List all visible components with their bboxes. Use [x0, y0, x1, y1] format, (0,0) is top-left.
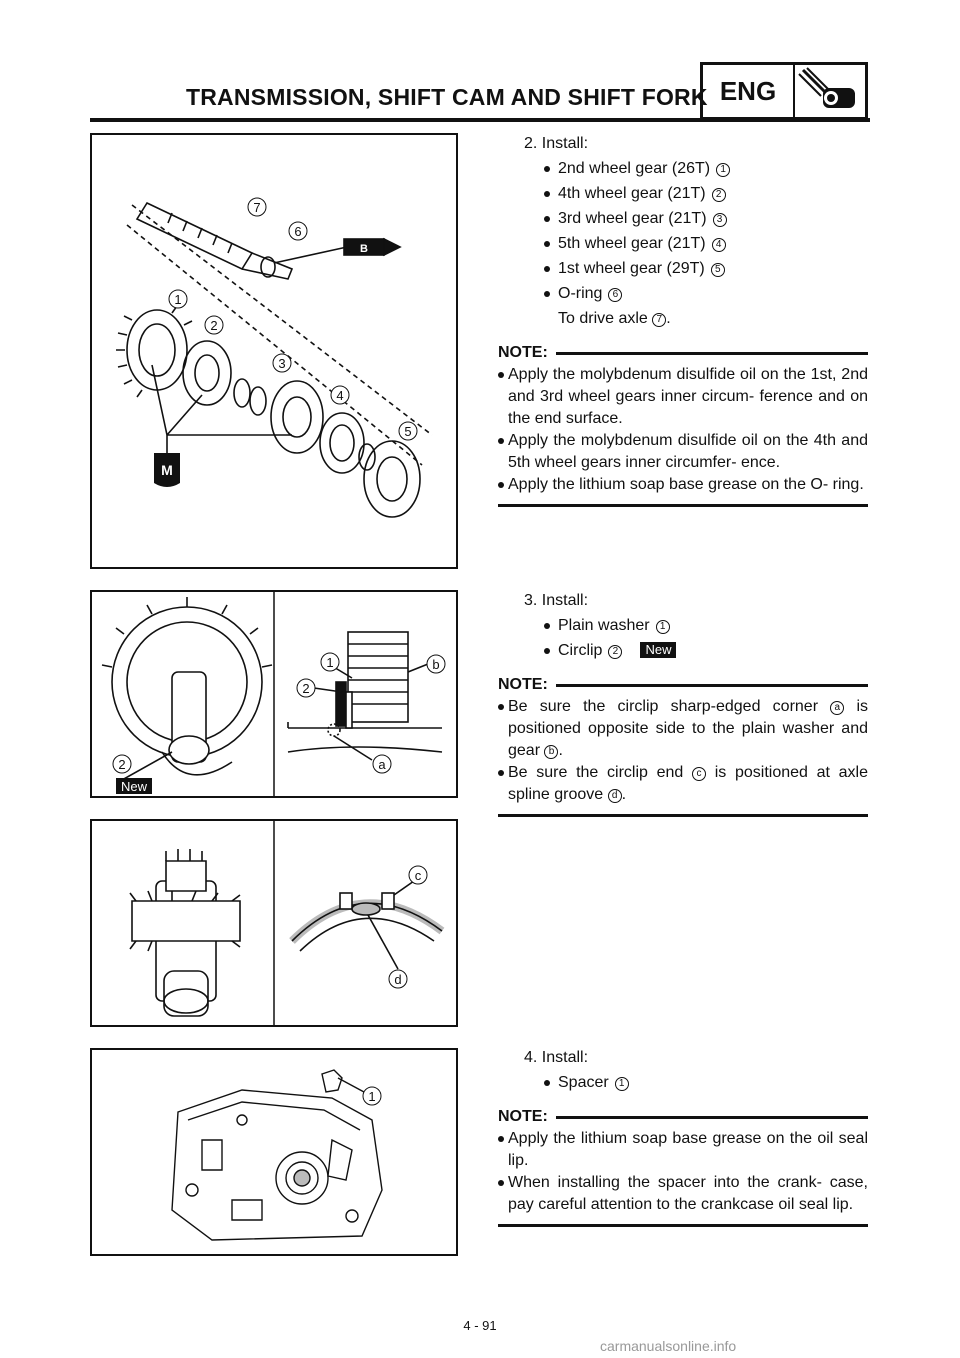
step-3-note-header: NOTE: — [498, 674, 868, 696]
watermark: carmanualsonline.info — [600, 1338, 737, 1354]
step-2-note-header: NOTE: — [498, 342, 868, 364]
fig1-symbol-b: B — [360, 243, 368, 255]
fig1-label-5: 5 — [404, 424, 412, 439]
fig3-label-d: d — [394, 972, 402, 987]
fig2-label-a: a — [378, 757, 386, 772]
page-title: TRANSMISSION, SHIFT CAM AND SHIFT FORK — [186, 84, 708, 110]
fig2-label-2-left: 2 — [118, 757, 126, 772]
fig3-label-c: c — [414, 868, 422, 883]
fig1-label-1: 1 — [174, 292, 182, 307]
note-divider — [498, 814, 868, 817]
figure-axle-spline — [90, 819, 458, 1027]
step-3-note: Be sure the circlip sharp-edged corner a is positioned opposite side to the plain washer and gear b . — [498, 696, 868, 762]
step-4-note: When installing the spacer into the crank- case, pay careful attention to the crankcase oil seal lip. — [498, 1172, 868, 1216]
step-2-item: 2nd wheel gear (26T) 1 — [498, 158, 868, 180]
fig1-label-4: 4 — [336, 388, 344, 403]
fig4-label-1: 1 — [368, 1089, 376, 1104]
step-2-note: Apply the molybdenum disulfide oil on the 1st, 2nd and 3rd wheel gears inner circum- ference and on the end surface. — [498, 364, 868, 430]
fig2-new-tag: New — [120, 779, 148, 794]
step-2-item: O-ring 6 — [498, 283, 868, 305]
fig1-symbol-m: M — [161, 462, 173, 478]
step-3-item: Plain washer 1 — [498, 615, 868, 637]
step-3-item: Circlip 2 New — [498, 640, 868, 662]
badge-label: ENG — [703, 65, 795, 117]
step-4-note-header: NOTE: — [498, 1106, 868, 1128]
step-2-note: Apply the lithium soap base grease on the O- ring. — [498, 474, 868, 496]
page-number: 4 - 91 — [463, 1318, 497, 1333]
step-3-note: Be sure the circlip end c is positioned at axle spline groove d . — [498, 762, 868, 806]
step-2-item: 4th wheel gear (21T) 2 — [498, 183, 868, 205]
figure-gear-assembly — [90, 133, 458, 569]
step-2-item: 3rd wheel gear (21T) 3 — [498, 208, 868, 230]
fig2-label-2-right: 2 — [302, 681, 310, 696]
fig1-label-3: 3 — [278, 356, 286, 371]
step-2-heading: 2. Install: — [524, 135, 589, 152]
fig2-label-1: 1 — [326, 655, 334, 670]
fig1-label-2: 2 — [210, 318, 218, 333]
figure-crankcase-spacer — [90, 1048, 458, 1256]
step-4-note: Apply the lithium soap base grease on the oil seal lip. — [498, 1128, 868, 1172]
fig1-label-6: 6 — [294, 224, 302, 239]
step-2-to-drive: To drive axle 7 . — [558, 310, 671, 327]
figure-circlip-install — [90, 590, 458, 798]
note-divider — [498, 1224, 868, 1227]
step-2-item: 5th wheel gear (21T) 4 — [498, 233, 868, 255]
note-divider — [498, 504, 868, 507]
fig2-label-b: b — [432, 657, 440, 672]
step-4-section — [498, 1047, 868, 1227]
engine-wrench-icon — [795, 65, 865, 117]
section-badge — [700, 62, 868, 120]
step-2-section — [498, 133, 868, 507]
step-2-note: Apply the molybdenum disulfide oil on the 4th and 5th wheel gears inner circumfer- ence. — [498, 430, 868, 474]
new-part-badge: New — [640, 642, 676, 658]
step-3-section — [498, 590, 868, 817]
step-4-item: Spacer 1 — [498, 1072, 868, 1094]
fig1-label-7: 7 — [253, 200, 261, 215]
step-2-item: 1st wheel gear (29T) 5 — [498, 258, 868, 280]
step-4-heading: 4. Install: — [524, 1049, 589, 1066]
step-3-heading: 3. Install: — [524, 592, 589, 609]
